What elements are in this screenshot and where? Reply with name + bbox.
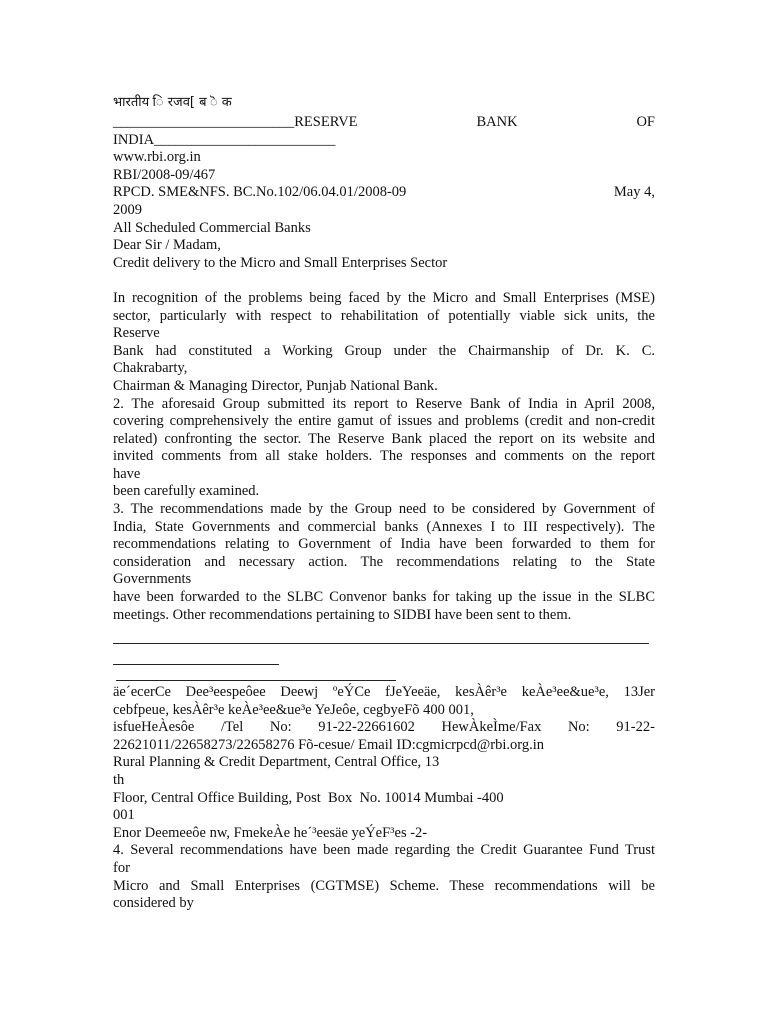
circular-line — [113, 184, 655, 202]
footer-line-garbled-1: äe´ecerCe Dee³eespeôee Deewj ºeÝCe fJeYeeäe, kesÀêr³e keÀe³ee&ue³e, 13Jer — [113, 684, 655, 700]
heading-india: INDIA_________________________ — [113, 131, 336, 148]
fax-no-label: No: — [567, 719, 590, 736]
addressee: All Scheduled Commercial Banks — [113, 219, 311, 236]
circular-number: RPCD. SME&NFS. BC.No.102/06.04.01/2008-09 — [113, 184, 407, 201]
body-line: Reserve — [113, 325, 160, 342]
body-line: Micro and Small Enterprises (CGTMSE) Scheme. These recommendations will be — [113, 877, 655, 894]
body-line: related) confronting the sector. The Reserve Bank placed the report on its website and — [113, 430, 655, 447]
salutation: Dear Sir / Madam, — [113, 237, 221, 254]
footer-line-garbled-2: cebfpeue, kesÀêr³e keÀe³ee&ue³e YeJeôe, cegbyeFõ 400 001, — [113, 701, 474, 718]
body-line: India, State Governments and commercial banks (Annexes I to III respectively). The — [113, 518, 655, 535]
body-line: have been forwarded to the SLBC Convenor banks for taking up the issue in the SLBC — [113, 589, 655, 606]
body-line: been carefully examined. — [113, 483, 260, 500]
fax-label: HewÀkeÌme/Fax — [441, 719, 542, 736]
hindi-bank-title: भारतीय ि रजव[ ब ॆ क — [113, 95, 232, 110]
tel-label: isfueHeÀesôe — [113, 719, 195, 736]
body-line: sector, particularly with respect to rehabilitation of potentially viable sick units, the — [113, 307, 655, 324]
footnote-rule — [116, 680, 396, 681]
subject: Credit delivery to the Micro and Small Enterprises Sector — [113, 254, 448, 271]
body-line: 4. Several recommendations have been made regarding the Credit Guarantee Fund Trust — [113, 842, 655, 859]
body-line: invited comments from all stake holders. The responses and comments on the report — [113, 448, 655, 465]
body-line: covering comprehensively the entire gamut of issues and problems (credit and non-credit — [113, 413, 655, 430]
floor-superscript: th — [113, 771, 125, 788]
body-line: considered by — [113, 895, 194, 912]
heading-bank: BANK — [476, 114, 518, 130]
circular-date: May 4, — [613, 184, 655, 201]
address-footer — [113, 684, 655, 913]
body-line: Chairman & Managing Director, Punjab National Bank. — [113, 377, 438, 394]
reference-number: RBI/2008-09/467 — [113, 166, 216, 183]
fax-numbers-email: 22621011/22658273/22658276 Fõ-cesue/ Email ID:cgmicrpcd@rbi.org.in — [113, 736, 544, 753]
telephone-fax-line — [113, 719, 655, 737]
body-line: In recognition of the problems being faced by the Micro and Small Enterprises (MSE) — [113, 289, 655, 306]
footer-line-garbled-3: Enor Deemeeôe nw, FmekeÀe he´³eesäe yeÝeF³es -2- — [113, 824, 428, 841]
body-line: meetings. Other recommendations pertaining to SIDBI have been sent to them. — [113, 606, 572, 623]
body-line: have — [113, 465, 141, 482]
letterhead — [113, 92, 655, 624]
body-line: consideration and necessary action. The recommendations relating to the State — [113, 553, 655, 570]
separator-rule — [113, 643, 649, 644]
pin-code: 001 — [113, 807, 135, 824]
body-line: Bank had constituted a Working Group under the Chairmanship of Dr. K. C. — [113, 342, 655, 359]
body-line: for — [113, 859, 130, 876]
tel-no-label: No: — [269, 719, 292, 736]
heading-of: OF — [636, 114, 655, 130]
heading-reserve: _________________________RESERVE — [113, 114, 358, 130]
separator-rule-short — [113, 664, 279, 665]
department-address: Rural Planning & Credit Department, Central Office, 13 — [113, 754, 440, 771]
body-line: 2. The aforesaid Group submitted its report to Reserve Bank of India in April 2008, — [113, 395, 655, 412]
tel-number: 91-22-22661602 — [318, 719, 415, 736]
circular-year: 2009 — [113, 201, 142, 218]
body-line: 3. The recommendations made by the Group need to be considered by Government of — [113, 501, 655, 518]
body-line: Governments — [113, 571, 192, 588]
fax-number: 91-22- — [616, 719, 655, 736]
floor-address: Floor, Central Office Building, Post Box No. 10014 Mumbai -400 — [113, 789, 504, 806]
tel-mid: /Tel — [220, 719, 244, 736]
body-line: Chakrabarty, — [113, 360, 188, 377]
reserve-bank-of-heading — [113, 114, 655, 132]
website: www.rbi.org.in — [113, 149, 201, 166]
body-line: recommendations relating to Government of India have been forwarded to them for — [113, 536, 655, 553]
